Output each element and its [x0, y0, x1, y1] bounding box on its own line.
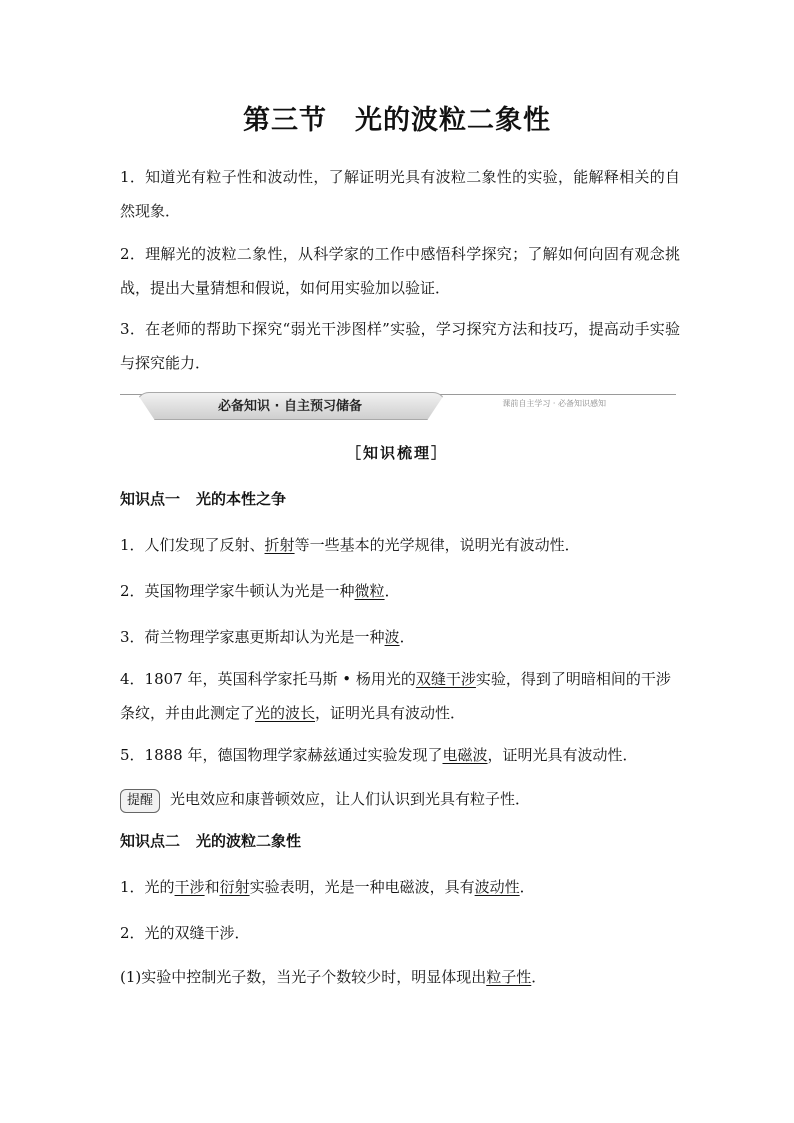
banner-subtitle: 课前自主学习 · 必备知识感知 — [502, 399, 606, 408]
reminder-text: 光电效应和康普顿效应，让人们认识到光具有粒子性． — [170, 790, 531, 808]
kp2-item-2: 2．光的双缝干涉． — [120, 924, 250, 942]
text-run: 1．人们发现了反射、 — [120, 536, 265, 554]
text-run: ． — [531, 968, 547, 986]
text-run: ． — [384, 582, 400, 600]
knowledge-point-2-heading — [120, 830, 301, 851]
section-name: 光的波粒二象性 — [355, 105, 551, 136]
answer-blank: 电磁波 — [442, 746, 488, 764]
text-run: 实验表明，光是一种电磁波，具有 — [249, 878, 475, 896]
answer-blank: 衍射 — [219, 878, 250, 896]
reminder-note — [120, 782, 680, 816]
kp1-title: 光的本性之争 — [196, 490, 287, 508]
text-run: 等一些基本的光学规律，说明光有波动性． — [294, 536, 580, 554]
banner-label: 必备知识 · 自主预习储备 — [218, 399, 362, 414]
page-title — [0, 98, 794, 137]
objective-3: 3．在老师的帮助下探究“弱光干涉图样”实验，学习探究方法和技巧，提高动手实验与探究能力． — [120, 320, 680, 372]
kp2-item-2-sub-1 — [120, 960, 680, 994]
kp2-item-1 — [120, 870, 680, 904]
text-run: (1)实验中控制光子数，当光子个数较少时，明显体现出 — [120, 968, 487, 986]
kp2-number: 知识点二 — [120, 832, 181, 850]
text-run: 4．1807 年，英国科学家托马斯 • 杨用光的 — [120, 670, 416, 688]
kp1-item-2 — [120, 574, 680, 608]
answer-blank: 粒子性 — [486, 968, 532, 986]
text-run: ，证明光具有波动性． — [315, 704, 466, 722]
answer-blank: 微粒 — [354, 582, 385, 600]
kp2-title: 光的波粒二象性 — [196, 832, 302, 850]
kp1-item-1 — [120, 528, 680, 562]
answer-blank: 双缝干涉 — [415, 670, 476, 688]
answer-blank: 光的波长 — [255, 704, 316, 722]
text-run: 实验，得到了明暗相间的干涉条纹，并由此测定了 — [120, 670, 671, 722]
kp1-item-5 — [120, 738, 680, 772]
answer-blank: 波 — [384, 628, 400, 646]
text-run: 1．光的 — [120, 878, 175, 896]
text-run: 和 — [204, 878, 220, 896]
kp1-item-3 — [120, 620, 680, 654]
objective-1: 1．知道光有粒子性和波动性，了解证明光具有波粒二象性的实验，能解释相关的自然现象． — [120, 168, 680, 220]
section-number: 第三节 — [243, 105, 327, 136]
section-banner — [120, 386, 676, 426]
answer-blank: 干涉 — [174, 878, 205, 896]
text-run: 5．1888 年，德国物理学家赫兹通过实验发现了 — [120, 746, 443, 764]
answer-blank: 波动性 — [474, 878, 520, 896]
text-run: ，证明光具有波动性． — [487, 746, 638, 764]
objective-2: 2．理解光的波粒二象性，从科学家的工作中感悟科学探究；了解如何向固有观念挑战，提出大量猜想和假说，如何用实验加以验证． — [120, 245, 680, 297]
answer-blank: 折射 — [264, 536, 295, 554]
text-run: 3．荷兰物理学家惠更斯却认为光是一种 — [120, 628, 385, 646]
knowledge-summary-title: ［知识梳理］ — [345, 444, 448, 462]
reminder-badge: 提醒 — [120, 789, 160, 813]
text-run: 2．英国物理学家牛顿认为光是一种 — [120, 582, 355, 600]
kp1-number: 知识点一 — [120, 490, 181, 508]
text-run: ． — [399, 628, 415, 646]
kp1-item-4 — [120, 662, 680, 730]
knowledge-point-1-heading — [120, 488, 286, 509]
text-run: ． — [519, 878, 535, 896]
